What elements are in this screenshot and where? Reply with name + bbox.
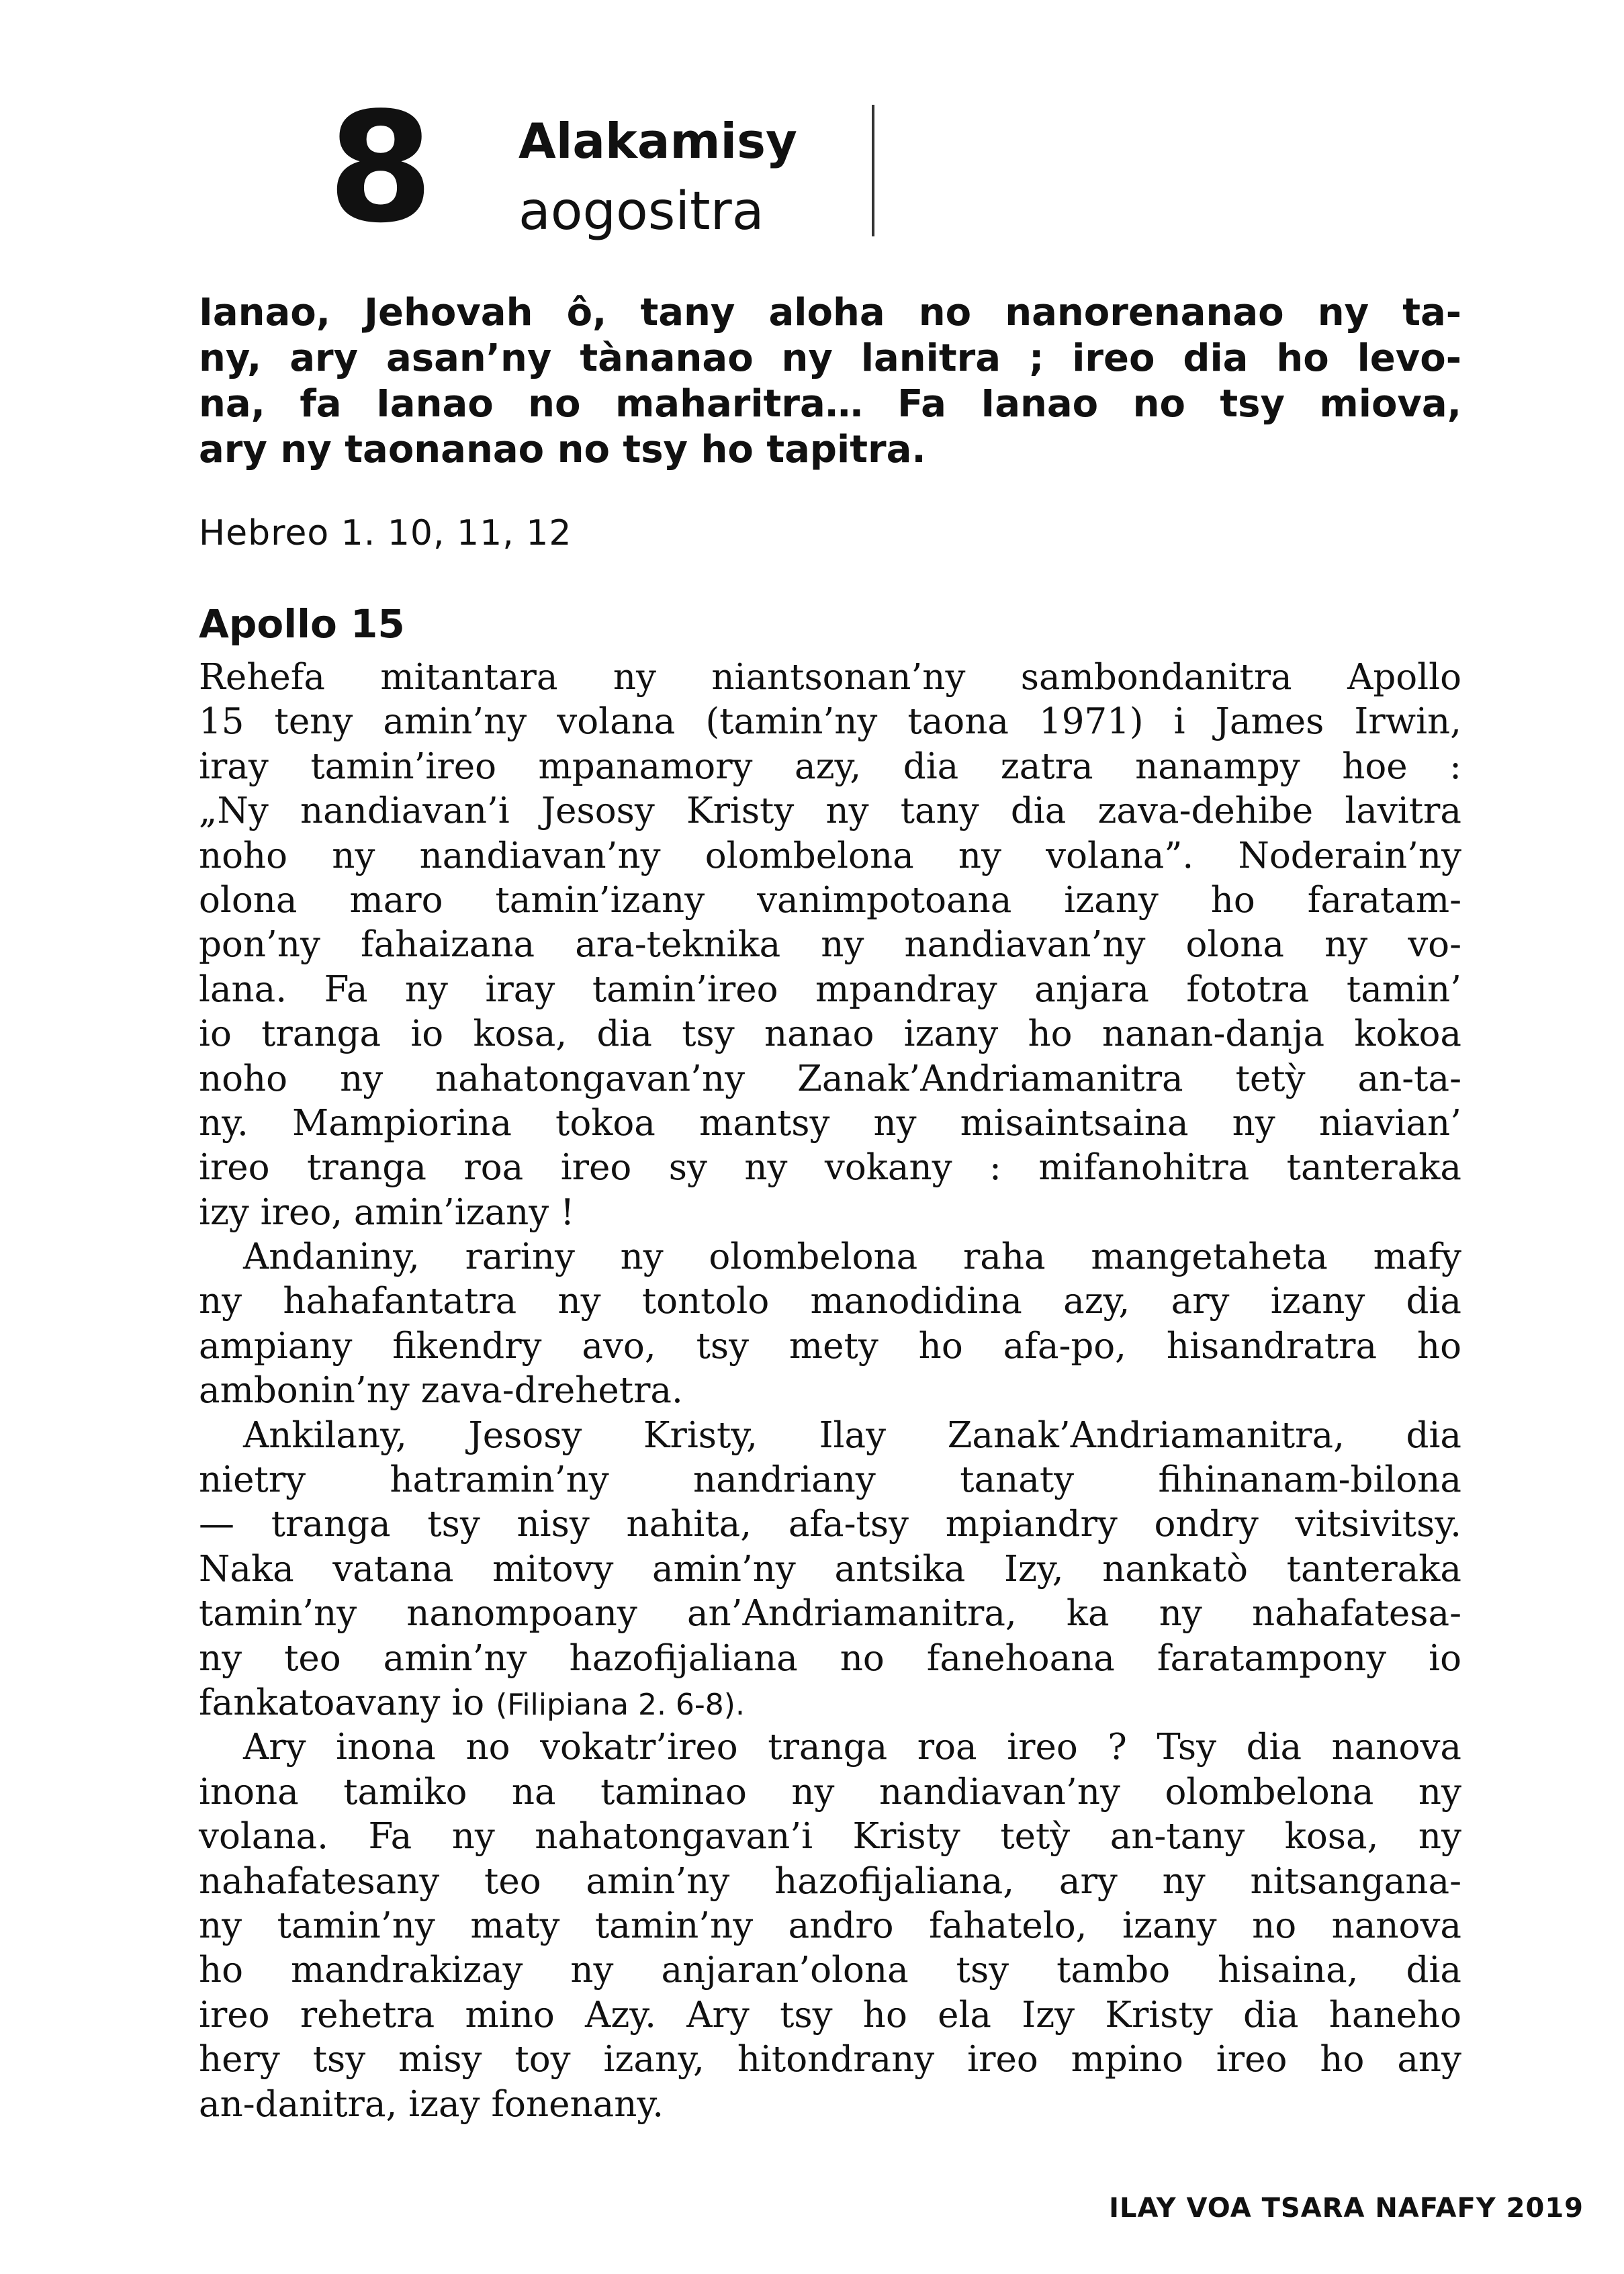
body-line: Andaniny, rariny ny olombelona raha mangetaheta mafy <box>243 1236 1461 1278</box>
body-line: ny. Mampiorina tokoa mantsy ny misaintsaina ny niavian’ <box>199 1102 1461 1144</box>
body-line: ireo rehetra mino Azy. Ary tsy ho ela Izy Kristy dia haneho <box>199 1994 1461 2036</box>
body-line: nahafatesany teo amin’ny hazofijaliana, ary ny nitsangana- <box>199 1860 1461 1902</box>
body-line: ho mandrakizay ny anjaran’olona tsy tambo hisaina, dia <box>199 1950 1461 1991</box>
verse-line: na, fa Ianao no maharitra… Fa Ianao no tsy miova, <box>199 382 1461 426</box>
article-body <box>199 655 1461 2127</box>
body-line: ireo tranga roa ireo sy ny vokany : mifanohitra tanteraka <box>199 1147 1461 1189</box>
footer-publication-title: ILAY VOA TSARA NAFAFY 2019 <box>1109 2193 1584 2224</box>
body-line: Naka vatana mitovy amin’ny antsika Izy, nankatò tanteraka <box>199 1548 1461 1590</box>
weekday-label: Alakamisy <box>518 113 797 169</box>
body-line: ny hahafantatra ny tontolo manodidina azy, ary izany dia <box>199 1281 1461 1322</box>
header-divider <box>872 105 874 236</box>
body-line: ampiany fikendry avo, tsy mety ho afa-po, hisandratra ho <box>199 1325 1461 1367</box>
body-line: noho ny nahatongavan’ny Zanak’Andriamanitra tetỳ an-ta- <box>199 1058 1461 1099</box>
verse-reference: Hebreo 1. 10, 11, 12 <box>199 513 572 553</box>
inline-bible-reference: (Filipiana 2. 6-8). <box>496 1687 745 1722</box>
body-line: olona maro tamin’izany vanimpotoana izany ho faratam- <box>199 879 1461 921</box>
body-line: Ankilany, Jesosy Kristy, Ilay Zanak’Andriamanitra, dia <box>243 1414 1461 1456</box>
body-line-with-reference <box>199 1681 1461 1725</box>
month-label: aogositra <box>518 181 764 242</box>
day-number: 8 <box>328 80 431 257</box>
body-line: volana. Fa ny nahatongavan’i Kristy tetỳ an-tany kosa, ny <box>199 1816 1461 1858</box>
body-line: ny tamin’ny maty tamin’ny andro fahatelo, izany no nanova <box>199 1905 1461 1946</box>
verse-line: Ianao, Jehovah ô, tany aloha no nanorenanao ny ta- <box>199 291 1461 334</box>
body-line: Rehefa mitantara ny niantsonan’ny sambondanitra Apollo <box>199 657 1461 698</box>
body-line: 15 teny amin’ny volana (tamin’ny taona 1971) i James Irwin, <box>199 701 1461 743</box>
body-line: noho ny nandiavan’ny olombelona ny volana”. Noderain’ny <box>199 835 1461 876</box>
date-header <box>328 80 885 257</box>
verse-line: ny, ary asan’ny tànanao ny lanitra ; ireo dia ho levo- <box>199 336 1461 380</box>
body-line: inona tamiko na taminao ny nandiavan’ny olombelona ny <box>199 1771 1461 1813</box>
body-line: hery tsy misy toy izany, hitondrany ireo mpino ireo ho any <box>199 2039 1461 2081</box>
body-line: iray tamin’ireo mpanamory azy, dia zatra nanampy hoe : <box>199 745 1461 787</box>
body-line: an-danitra, izay fonenany. <box>199 2083 664 2125</box>
body-line: tamin’ny nanompoany an’Andriamanitra, ka ny nahafatesa- <box>199 1593 1461 1635</box>
body-line: lana. Fa ny iray tamin’ireo mpandray anjara fototra tamin’ <box>199 968 1461 1010</box>
body-line: ambonin’ny zava-drehetra. <box>199 1370 683 1412</box>
body-line-text: fankatoavany io <box>199 1682 485 1723</box>
daily-verse <box>199 290 1461 473</box>
body-line: pon’ny fahaizana ara-teknika ny nandiavan’ny olona ny vo- <box>199 924 1461 966</box>
body-line: „Ny nandiavan’i Jesosy Kristy ny tany dia zava-dehibe lavitra <box>199 790 1461 832</box>
body-line: — tranga tsy nisy nahita, afa-tsy mpiandry ondry vitsivitsy. <box>199 1504 1461 1545</box>
body-line: ny teo amin’ny hazofijaliana no fanehoana faratampony io <box>199 1637 1461 1679</box>
article-title: Apollo 15 <box>199 601 405 647</box>
body-line: nietry hatramin’ny nandriany tanaty fihinanam-bilona <box>199 1459 1461 1501</box>
body-line: io tranga io kosa, dia tsy nanao izany ho nanan-danja kokoa <box>199 1013 1461 1055</box>
verse-line: ary ny taonanao no tsy ho tapitra. <box>199 428 926 471</box>
body-line: izy ireo, amin’izany ! <box>199 1191 575 1233</box>
body-line: Ary inona no vokatr’ireo tranga roa ireo ? Tsy dia nanova <box>243 1727 1461 1768</box>
